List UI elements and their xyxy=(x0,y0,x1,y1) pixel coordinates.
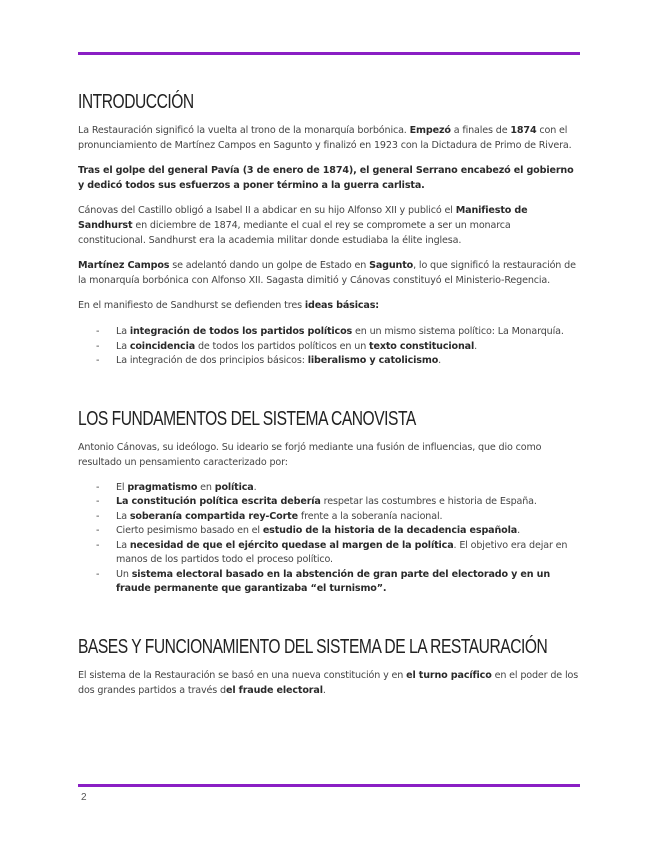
section-title-introduccion: INTRODUCCIÓN xyxy=(78,91,194,113)
text-run: La xyxy=(116,539,130,551)
text-run: en diciembre de 1874, mediante el cual el rey se compromete a ser un monarca constitucional. Sandhurst era la academia militar donde estudiaba la élite inglesa. xyxy=(78,220,511,246)
section-title-bases: BASES Y FUNCIONAMIENTO DEL SISTEMA DE LA RESTAURACIÓN xyxy=(78,635,548,658)
text-run: . xyxy=(253,481,257,493)
text-run: , lo que significó la restauración de la monarquía borbónica con Alfonso XII. Sagasta dimitió y Cánovas constituyó el Ministerio-Regencia. xyxy=(78,260,576,286)
text-run: La xyxy=(116,510,130,522)
bullet-list xyxy=(78,481,580,597)
bold-text: estudio de la historia de la decadencia española xyxy=(262,525,518,536)
text-run: La xyxy=(116,340,130,352)
text-run: . El objetivo era dejar en manos de los partidos todo el proceso político. xyxy=(116,539,568,565)
list-item xyxy=(78,568,580,597)
text-run: en un mismo sistema político: La Monarquía. xyxy=(352,326,564,337)
text-run: El xyxy=(116,481,128,493)
text-run: . xyxy=(438,355,442,366)
bold-text: soberanía compartida rey-Corte xyxy=(129,510,298,522)
paragraph xyxy=(78,258,580,288)
bold-text: pragmatismo xyxy=(127,481,198,493)
text-run: . xyxy=(474,340,478,352)
text-run: Cánovas del Castillo obligó a Isabel II a abdicar en su hijo Alfonso XII y publicó el xyxy=(78,205,456,216)
bold-text: Martínez Campos xyxy=(78,260,170,271)
text-run: Un xyxy=(116,568,132,580)
text-run: Cierto pesimismo basado en el xyxy=(116,525,263,536)
bullet-list xyxy=(78,325,580,369)
list-item xyxy=(78,481,580,496)
bold-text: Sagunto xyxy=(369,260,414,271)
text-run: . xyxy=(322,684,326,696)
section-title-fundamentos: LOS FUNDAMENTOS DEL SISTEMA CANOVISTA xyxy=(78,407,416,430)
list-item xyxy=(78,340,580,355)
footer-rule xyxy=(78,784,580,787)
bold-text: liberalismo y catolicismo xyxy=(307,355,439,366)
bold-text: Empezó xyxy=(409,125,451,136)
bold-text: texto constitucional xyxy=(369,340,475,352)
text-run: en el poder de los dos grandes partidos a través d xyxy=(78,669,579,696)
text-run: se adelantó dando un golpe de Estado en xyxy=(169,260,370,271)
text-run: a finales de xyxy=(450,125,511,136)
bold-text: 1874 xyxy=(510,125,537,136)
bold-text: coincidencia xyxy=(129,340,196,352)
text-run: respetar las costumbres e historia de España. xyxy=(320,496,537,507)
text-run: . xyxy=(517,525,520,536)
paragraph xyxy=(78,163,580,193)
bold-text: el turno pacífico xyxy=(406,669,492,681)
bold-text: política xyxy=(214,481,254,493)
text-run: de todos los partidos políticos en un xyxy=(195,340,370,352)
bold-text: ideas básicas: xyxy=(304,300,379,311)
text-run: La integración de dos principios básicos: xyxy=(116,355,308,366)
bold-text: el fraude electoral xyxy=(225,684,323,696)
list-item xyxy=(78,524,580,539)
bold-text: necesidad de que el ejército quedase al margen de la política xyxy=(129,539,454,551)
header-rule xyxy=(78,52,580,55)
text-run: en xyxy=(197,481,215,493)
text-run: En el manifiesto de Sandhurst se defienden tres xyxy=(78,300,305,311)
list-item xyxy=(78,539,580,568)
paragraph xyxy=(78,203,580,248)
paragraph xyxy=(78,298,580,313)
list-item xyxy=(78,510,580,525)
text-run: El sistema de la Restauración se basó en una nueva constitución y en xyxy=(78,669,407,681)
bold-text: sistema electoral basado en la abstención de gran parte del electorado y en un fraude permanente que garantizaba “el turnismo”. xyxy=(116,568,550,594)
paragraph xyxy=(78,123,580,153)
page-number: 2 xyxy=(81,792,87,803)
text-run: con el pronunciamiento de Martínez Campos en Sagunto y finalizó en 1923 con la Dictadura de Primo de Rivera. xyxy=(78,125,572,151)
bold-text: La constitución política escrita debería xyxy=(116,496,321,507)
list-item xyxy=(78,354,580,369)
text-run: La xyxy=(116,326,130,337)
bold-text: Manifiesto de Sandhurst xyxy=(78,205,528,231)
paragraph xyxy=(78,440,580,470)
list-item xyxy=(78,495,580,510)
bold-text: Tras el golpe del general Pavía (3 de enero de 1874), el general Serrano encabezó el gobierno y dedicó todos sus esfuerzos a poner término a la guerra carlista. xyxy=(78,165,574,191)
text-run: La Restauración significó la vuelta al trono de la monarquía borbónica. xyxy=(78,125,410,136)
text-run: Antonio Cánovas, su ideólogo. Su ideario se forjó mediante una fusión de influencias, que dio como resultado un pensamiento caracterizado por: xyxy=(78,441,542,468)
text-run: frente a la soberanía nacional. xyxy=(297,510,443,522)
paragraph xyxy=(78,668,580,698)
list-item xyxy=(78,325,580,340)
bold-text: integración de todos los partidos políticos xyxy=(129,326,353,337)
document-body xyxy=(78,60,580,698)
